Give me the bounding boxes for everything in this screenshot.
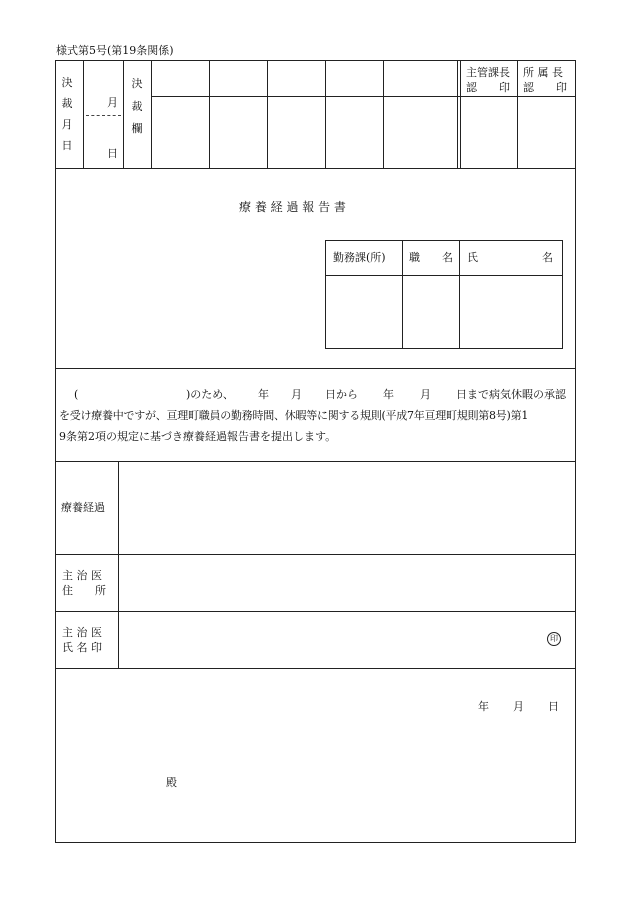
head-approval-label: 所 属 長 xyxy=(523,66,563,79)
approval-cell[interactable] xyxy=(152,61,209,96)
chief-approval-label: 主管課長 xyxy=(466,66,510,79)
form-label: 様式第5号(第19条関係) xyxy=(56,44,174,57)
doctor-address-label-1: 主 治 医 xyxy=(62,569,102,582)
name-input-cell[interactable] xyxy=(460,276,562,348)
doctor-address-input[interactable] xyxy=(119,555,575,611)
addressee-honorific: 殿 xyxy=(166,776,177,789)
doctor-row-rule xyxy=(55,668,576,669)
chief-seal-cell[interactable] xyxy=(461,97,517,168)
month-label: 月 xyxy=(107,96,118,109)
doctor-name-label-1: 主 治 医 xyxy=(62,626,102,639)
form-frame xyxy=(55,60,576,843)
doctor-name-label-2: 氏 名 印 xyxy=(62,641,102,654)
progress-input[interactable] xyxy=(119,462,575,554)
dept-input-cell[interactable] xyxy=(326,276,402,348)
date-month-label: 月 xyxy=(513,700,524,713)
title-section-bottom-rule xyxy=(55,368,576,369)
post-header: 職 名 xyxy=(409,251,453,264)
chief-seal-label: 認 印 xyxy=(466,81,510,94)
illness-input[interactable] xyxy=(80,386,180,402)
approval-cell[interactable] xyxy=(326,61,383,96)
post-input-cell[interactable] xyxy=(403,276,459,348)
addressee-input[interactable] xyxy=(70,770,160,794)
name-header-given: 名 xyxy=(542,251,553,264)
day-label: 日 xyxy=(107,147,118,160)
submission-date-input[interactable] xyxy=(440,697,568,715)
head-seal-cell[interactable] xyxy=(518,97,575,168)
name-header-family: 氏 xyxy=(467,251,478,264)
date-year-label: 年 xyxy=(478,700,489,713)
document-title: 療 養 経 過 報 告 書 xyxy=(239,200,346,214)
approval-vline xyxy=(83,60,84,168)
kessai-column-label: 決 裁 欄 xyxy=(131,77,143,136)
doctor-name-input[interactable] xyxy=(119,612,539,668)
month-day-divider xyxy=(86,115,121,116)
approval-vline xyxy=(123,60,124,168)
approval-cell[interactable] xyxy=(384,61,457,96)
date-day-label: 日 xyxy=(548,700,559,713)
dept-header: 勤務課(所) xyxy=(333,251,386,264)
approval-cell[interactable] xyxy=(210,61,267,96)
head-seal-label: 認 印 xyxy=(523,81,567,94)
approval-section-bottom-rule xyxy=(55,168,576,169)
kessai-date-label: 決 裁 月 日 xyxy=(61,76,73,152)
approval-cell[interactable] xyxy=(268,61,325,96)
doctor-address-label-2: 住 所 xyxy=(62,584,106,597)
approval-vline xyxy=(457,60,458,168)
seal-mark-icon: 印 xyxy=(547,632,561,646)
progress-label: 療養経過 xyxy=(61,501,105,514)
